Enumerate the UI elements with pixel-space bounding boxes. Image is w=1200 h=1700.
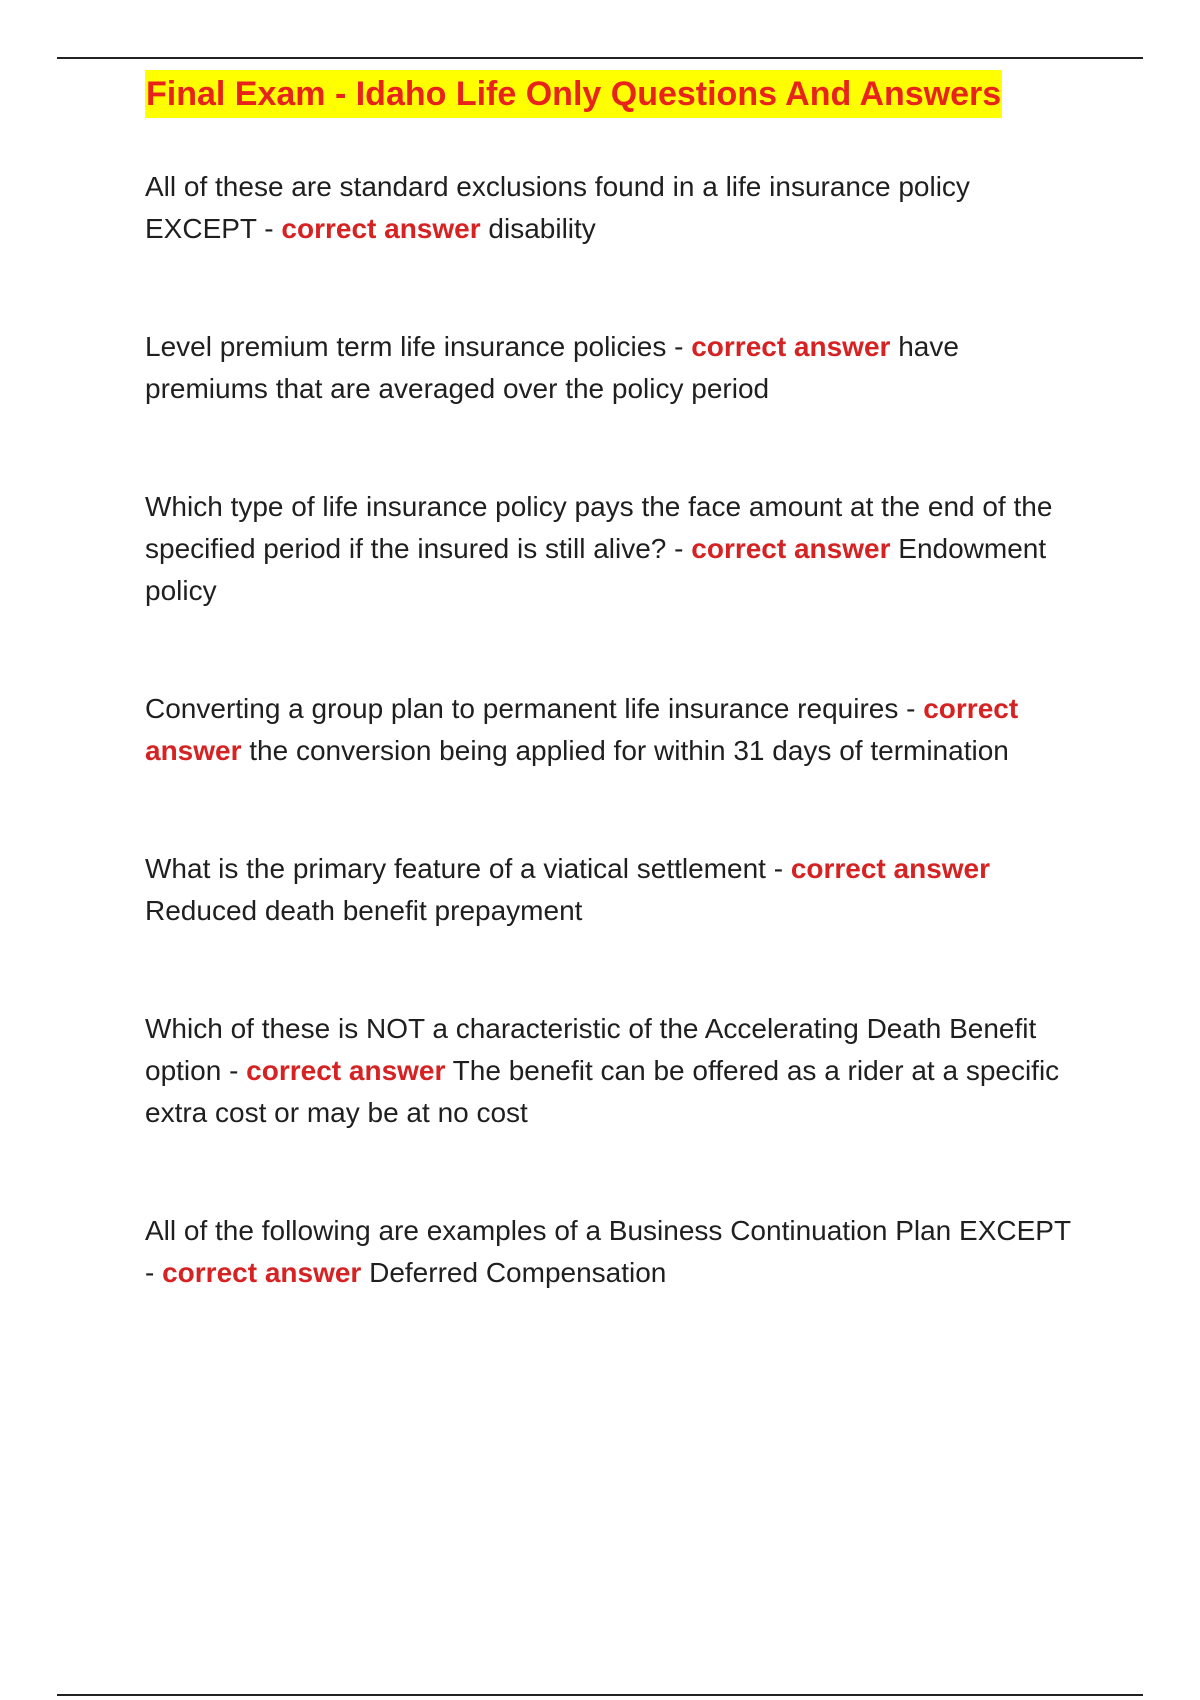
answer-text: Endowment policy xyxy=(145,533,1047,606)
top-rule xyxy=(57,57,1143,59)
question-text: What is the primary feature of a viatical settlement - xyxy=(145,853,791,884)
correct-answer-label: correct answer xyxy=(281,213,481,244)
bottom-rule xyxy=(57,1694,1143,1696)
document-body xyxy=(145,70,1085,1294)
question-text: Converting a group plan to permanent life insurance requires - xyxy=(145,693,924,724)
answer-text: The benefit can be offered as a rider at a specific extra cost or may be at no cost xyxy=(145,1055,1060,1128)
correct-answer-label: correct answer xyxy=(691,331,891,362)
question-text: Level premium term life insurance policies - xyxy=(145,331,692,362)
question-text: Which of these is NOT a characteristic of the Accelerating Death Benefit option - xyxy=(145,1013,1037,1086)
answer-text: have premiums that are averaged over the policy period xyxy=(145,331,959,404)
question-text: Which type of life insurance policy pays the face amount at the end of the specified period if the insured is still alive? - xyxy=(145,491,1053,564)
page-title xyxy=(145,70,1085,118)
page-title-text: Final Exam - Idaho Life Only Questions And Answers xyxy=(145,70,1002,118)
answer-text: Deferred Compensation xyxy=(369,1257,667,1288)
question-text: All of the following are examples of a Business Continuation Plan EXCEPT - xyxy=(145,1215,1071,1288)
correct-answer-label: correct answer xyxy=(145,693,1019,766)
question-text: All of these are standard exclusions found in a life insurance policy EXCEPT - xyxy=(145,171,970,244)
correct-answer-label: correct answer xyxy=(691,533,891,564)
answer-text: Reduced death benefit prepayment xyxy=(145,895,583,926)
answer-text: the conversion being applied for within 31 days of termination xyxy=(249,735,1009,766)
qa-item-5 xyxy=(145,848,1085,932)
qa-item-4 xyxy=(145,688,1085,772)
answer-text: disability xyxy=(488,213,596,244)
qa-item-2 xyxy=(145,326,1085,410)
qa-item-1 xyxy=(145,166,1085,250)
correct-answer-label: correct answer xyxy=(790,853,991,884)
correct-answer-label: correct answer xyxy=(246,1055,446,1086)
qa-item-6 xyxy=(145,1008,1085,1134)
qa-item-7 xyxy=(145,1210,1085,1294)
correct-answer-label: correct answer xyxy=(162,1257,362,1288)
qa-item-3 xyxy=(145,486,1085,612)
